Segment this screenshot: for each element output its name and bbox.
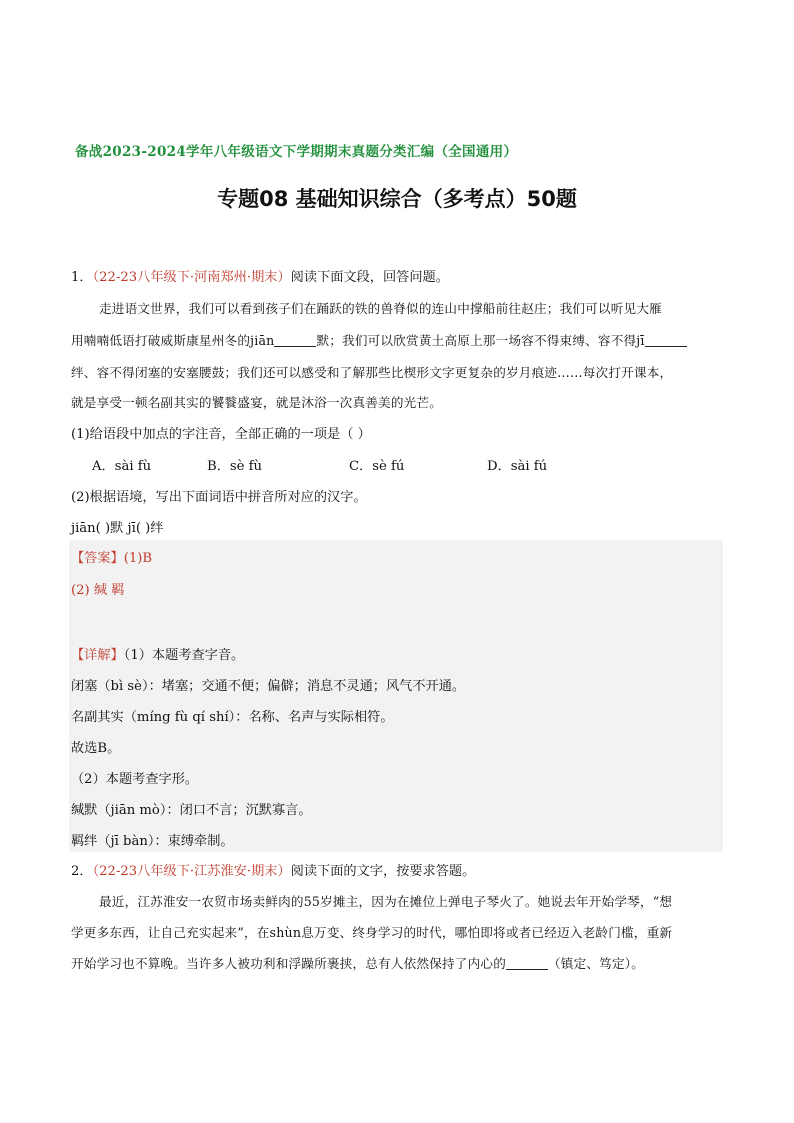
answer-2: (2) 缄 羁 (71, 583, 125, 598)
option-a: A．sài fù (92, 459, 152, 474)
explanation-line: （2）本题考查字形。 (71, 772, 199, 787)
passage-line: 开始学习也不算晚。当许多人被功利和浮躁所裹挟，总有人依然保持了内心的 （镇定、笃定）。 (71, 956, 645, 971)
answer-label: 【答案】 (71, 551, 124, 566)
question-number: 2． (71, 864, 93, 879)
fill-line: jiān( )默 jī( )绊 (71, 521, 164, 536)
detail-intro: （1）本题考查字音。 (123, 648, 245, 663)
option-b: B．sè fù (207, 459, 263, 474)
series-title: 备战2023-2024学年八年级语文下学期期末真题分类汇编（全国通用） (75, 144, 518, 160)
explanation-line: 羁绊（jī bàn）：束缚牵制。 (71, 834, 234, 849)
options-row (92, 455, 547, 474)
option-d: D．sài fú (487, 459, 548, 474)
passage-line: 最近，江苏淮安一农贸市场卖鲜肉的55岁摊主，因为在摊位上弹电子琴火了。她说去年开始学琴，“想 (99, 894, 673, 909)
passage-line: 绊、容不得闭塞的安塞腰鼓；我们还可以感受和了解那些比楔形文字更复杂的岁月痕迹……每次打开课本， (71, 365, 673, 380)
detail-line (71, 644, 244, 663)
passage-line: 走进语文世界，我们可以看到孩子们在踊跃的铁的兽脊似的连山中撑船前往赵庄；我们可以听见大雁 (99, 301, 662, 316)
explanation-line: 名副其实（míng fù qí shí）：名称、名声与实际相符。 (71, 710, 394, 725)
option-c: C．sè fú (349, 459, 405, 474)
question-source: （22-23八年级下·河南郑州·期末） (92, 270, 291, 285)
fill-blank (645, 334, 687, 347)
explanation-line: 故选B。 (71, 741, 121, 756)
explanation-line: 闭塞（bì sè）：堵塞；交通不便；偏僻；消息不灵通；风气不开通。 (71, 679, 466, 694)
explanation-line: 缄默（jiān mò）：闭口不言；沉默寡言。 (71, 803, 312, 818)
question-number: 1． (71, 270, 93, 285)
passage-line: 学更多东西，让自己充实起来”，在shùn息万变、终身学习的时代，哪怕即将或者已经迈入老龄门槛，重新 (71, 925, 673, 940)
question-2-header (71, 860, 475, 879)
fill-blank (506, 957, 548, 970)
question-prompt: 阅读下面的文字，按要求答题。 (290, 864, 476, 879)
passage-line: 就是享受一顿名副其实的饕餮盛宴，就是沐浴一次真善美的光芒。 (71, 395, 443, 410)
passage-line: 用喃喃低语打破威斯康星州冬的jiān 默；我们可以欣赏黄土高原上那一场容不得束缚、容不得jī (71, 330, 687, 349)
answer-line (71, 547, 152, 566)
question-source: （22-23八年级下·江苏淮安·期末） (92, 864, 291, 879)
page-title: 专题08 基础知识综合（多考点）50题 (217, 187, 577, 211)
sub-question-1: (1)给语段中加点的字注音，全部正确的一项是（ ） (71, 427, 371, 442)
sub-question-2: (2)根据语境，写出下面词语中拼音所对应的汉字。 (71, 490, 367, 505)
detail-label: 【详解】 (71, 648, 124, 663)
question-prompt: 阅读下面文段，回答问题。 (290, 270, 449, 285)
answer-1: (1)B (123, 551, 153, 566)
fill-blank (274, 334, 316, 347)
question-1-header (71, 266, 449, 285)
